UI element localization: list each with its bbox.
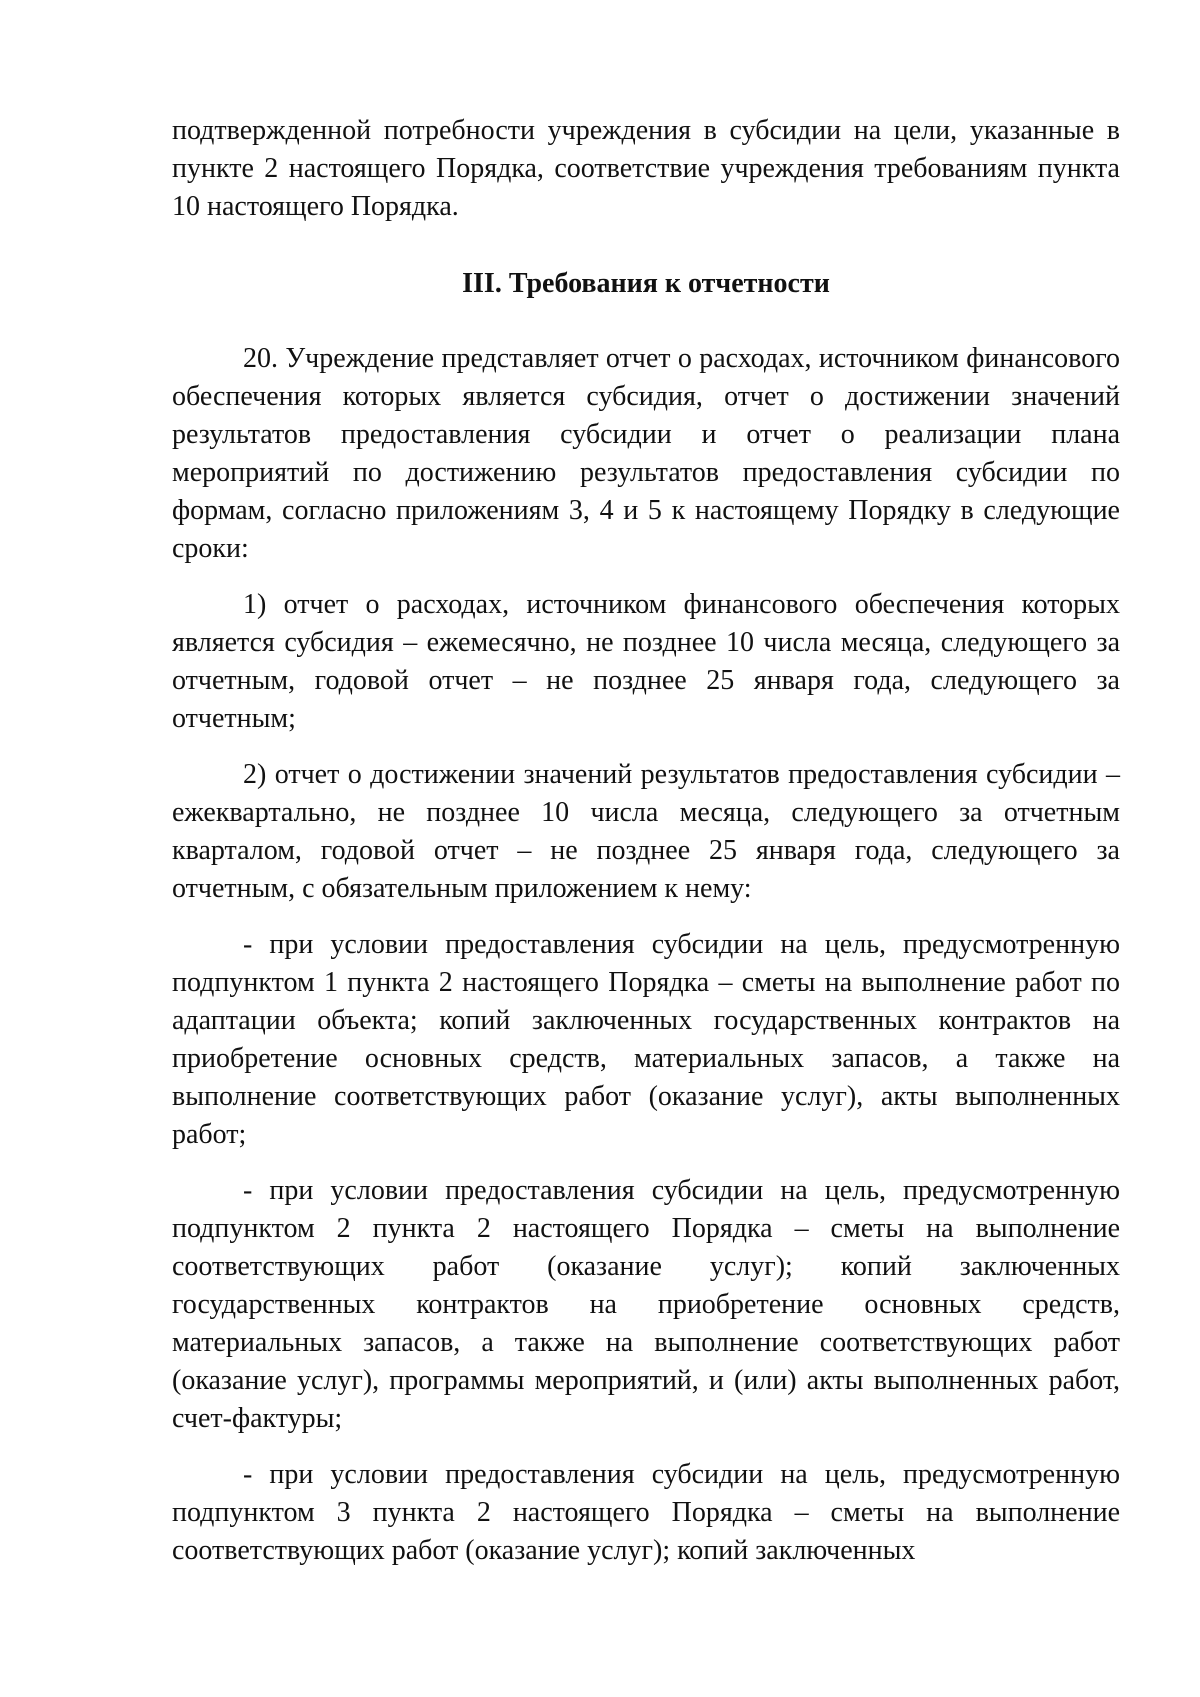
section-heading: III. Требования к отчетности: [462, 268, 830, 299]
paragraph-20: 20. Учреждение представляет отчет о расходах, источником финансового обеспечения которых является субсидия, отчет о достижении значений результатов предоставления субсидии и отчет о реализации плана мероприятий по достижению результатов предоставления субсидии по формам, согласно приложениям 3, 4 и 5 к настоящему Порядку в следующие сроки:: [172, 343, 1120, 564]
paragraph-bullet-3: - при условии предоставления субсидии на цель, предусмотренную подпунктом 3 пункта 2 настоящего Порядка – сметы на выполнение соответствующих работ (оказание услуг); копий заключенных: [172, 1459, 1120, 1566]
spacer: [172, 303, 1120, 340]
paragraph-item-1: 1) отчет о расходах, источником финансового обеспечения которых является субсидия – ежемесячно, не позднее 10 числа месяца, следующего за отчетным, годовой отчет – не позднее 25 января года, следующего за отчетным;: [172, 589, 1120, 734]
paragraph-item-2: 2) отчет о достижении значений результатов предоставления субсидии – ежеквартально, не позднее 10 числа месяца, следующего за отчетным кварталом, годовой отчет – не позднее 25 января года, следующего за отчетным, с обязательным приложением к нему:: [172, 759, 1120, 904]
spacer: [172, 1438, 1120, 1456]
continuation-paragraph: подтвержденной потребности учреждения в субсидии на цели, указанные в пункте 2 настоящего Порядка, соответствие учреждения требованиям пункта 10 настоящего Порядка.: [172, 115, 1120, 222]
spacer: [172, 568, 1120, 586]
document-page: [172, 112, 1120, 1570]
spacer: [172, 738, 1120, 756]
spacer: [172, 908, 1120, 926]
spacer: [172, 226, 1120, 265]
paragraph-bullet-1: - при условии предоставления субсидии на цель, предусмотренную подпунктом 1 пункта 2 настоящего Порядка – сметы на выполнение работ по адаптации объекта; копий заключенных государственных контрактов на приобретение основных средств, материальных запасов, а также на выполнение соответствующих работ (оказание услуг), акты выполненных работ;: [172, 929, 1120, 1150]
spacer: [172, 1154, 1120, 1172]
paragraph-bullet-2: - при условии предоставления субсидии на цель, предусмотренную подпунктом 2 пункта 2 настоящего Порядка – сметы на выполнение соответствующих работ (оказание услуг); копий заключенных государственных контрактов на приобретение основных средств, материальных запасов, а также на выполнение соответствующих работ (оказание услуг), программы мероприятий, и (или) акты выполненных работ, счет-фактуры;: [172, 1175, 1120, 1434]
